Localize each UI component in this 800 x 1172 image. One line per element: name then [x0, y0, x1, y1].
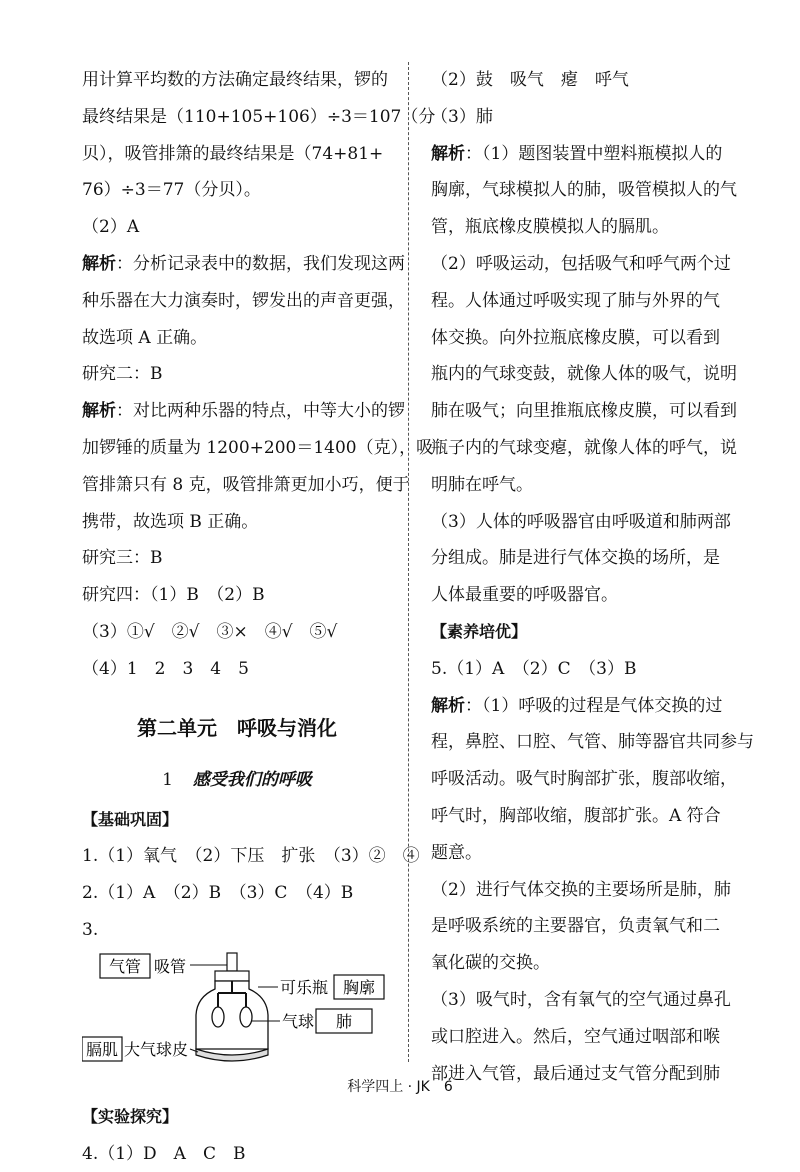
text-span: ：（1）呼吸的过程是气体交换的过: [465, 695, 723, 716]
text-line: 体交换。向外拉瓶底橡皮膜，可以看到: [431, 327, 720, 348]
bottle-label: 可乐瓶: [280, 977, 329, 997]
lesson-number: 1: [162, 769, 173, 790]
page-footer: 科学四上 · JK 6: [347, 1079, 453, 1095]
text-span: ：分析记录表中的数据，我们发现这两: [116, 253, 405, 274]
analysis-line: [431, 688, 723, 725]
balloon-right: [240, 1007, 252, 1027]
lesson-title: 感受我们的呼吸: [192, 769, 312, 790]
rubber-membrane: [196, 1049, 268, 1061]
section-basic: 【基础巩固】: [82, 809, 179, 829]
text-line: 管排箫只有 8 克，吸管排箫更加小巧，便于: [82, 474, 410, 495]
balloon-left: [212, 1007, 224, 1027]
text-line: 人体最重要的呼吸器官。: [431, 585, 618, 606]
right-column: [431, 62, 754, 1092]
text-line: 携带，故选项 B 正确。: [82, 511, 259, 532]
text-line: 或口腔进入。然后，空气通过咽部和喉: [431, 1026, 720, 1047]
text-line: （3）吸气时，含有氧气的空气通过鼻孔: [431, 989, 731, 1010]
study-2: 研究二：B: [82, 364, 163, 385]
text-line: 故选项 A 正确。: [82, 327, 208, 348]
study-3: 研究三：B: [82, 548, 163, 569]
text-line: 种乐器在大力演奏时，锣发出的声音更强，: [82, 290, 405, 311]
text-line: 贝），吸管排箫的最终结果是（74+81+: [82, 143, 384, 164]
analysis-label: 解析: [82, 253, 116, 274]
text-line: （2）A: [82, 217, 140, 238]
text-line: （3）人体的呼吸器官由呼吸道和肺两部: [431, 511, 731, 532]
text-line: （2）呼吸运动，包括吸气和呼气两个过: [431, 253, 731, 274]
text-line: 分组成。肺是进行气体交换的场所，是: [431, 548, 720, 569]
trachea-label: 气管: [108, 956, 142, 976]
text-line: 呼气时，胸部收缩，腹部扩张。A 符合: [431, 805, 721, 826]
answer-4-3: （3）肺: [431, 106, 493, 127]
analysis-label: 解析: [431, 695, 465, 716]
lesson-heading: [82, 758, 392, 802]
text-line: （2）进行气体交换的主要场所是肺，肺: [431, 879, 731, 900]
text-line: 题意。: [431, 842, 482, 863]
analysis-label: 解析: [431, 143, 465, 164]
text-line: 肺在吸气；向里推瓶底橡皮膜，可以看到: [431, 401, 737, 422]
text-line: 最终结果是（110+105+106）÷3＝107（分: [82, 106, 436, 127]
chest-label: 胸廓: [342, 977, 376, 997]
text-line: 呼吸活动。吸气时胸部扩张，腹部收缩，: [431, 769, 737, 790]
text-line: 部进入气管，最后通过支气管分配到肺: [431, 1063, 720, 1084]
question-4: 4.（1）D A C B: [82, 1143, 246, 1164]
question-3: 3.: [82, 919, 99, 940]
question-1: 1.（1）氧气 （2）下压 扩张 （3）② ④: [82, 846, 420, 867]
bottle-cap: [215, 971, 249, 981]
section-experiment: 【实验探究】: [82, 1106, 179, 1126]
text-line: 瓶内的气球变鼓，就像人体的吸气，说明: [431, 364, 737, 385]
text-line: 是呼吸系统的主要器官，负责氧气和二: [431, 916, 720, 937]
study-4-part-4: （4）1 2 3 4 5: [82, 658, 249, 679]
text-line: 胸廓，气球模拟人的肺，吸管模拟人的气: [431, 180, 737, 201]
balloon-label: 气球: [282, 1011, 315, 1031]
study-4-part-3: （3）①√ ②√ ③× ④√ ⑤√: [82, 621, 338, 642]
text-line: 程。人体通过呼吸实现了肺与外界的气: [431, 290, 720, 311]
question-2: 2.（1）A （2）B （3）C （4）B: [82, 883, 354, 904]
text-line: 程，鼻腔、口腔、气管、肺等器官共同参与: [431, 732, 754, 753]
rubber-label: 大气球皮: [124, 1039, 189, 1059]
text-line: 氧化碳的交换。: [431, 953, 550, 974]
text-line: 明肺在呼气。: [431, 474, 533, 495]
question-5: 5.（1）A （2）C （3）B: [431, 658, 637, 679]
text-line: 瓶子内的气球变瘪，就像人体的呼气，说: [431, 437, 737, 458]
lung-label: 肺: [335, 1011, 353, 1031]
analysis-line: [82, 246, 405, 283]
text-span: ：对比两种乐器的特点，中等大小的锣: [116, 401, 405, 422]
straw: [227, 953, 237, 971]
text-span: ：（1）题图装置中塑料瓶模拟人的: [465, 143, 723, 164]
text-line: 76）÷3＝77（分贝）。: [82, 180, 261, 201]
analysis-label: 解析: [82, 401, 116, 422]
text-line: 用计算平均数的方法确定最终结果，锣的: [82, 70, 388, 90]
column-divider: [408, 62, 409, 1062]
diaphragm-label: 膈肌: [85, 1039, 119, 1059]
section-improve: 【素养培优】: [431, 621, 528, 641]
text-line: 加锣锤的质量为 1200+200＝1400（克），吸: [82, 437, 434, 458]
straw-label: 吸管: [154, 956, 187, 976]
unit-title: 第二单元 呼吸与消化: [137, 715, 337, 740]
text-line: 管，瓶底橡皮膜模拟人的膈肌。: [431, 217, 669, 238]
analysis-line: [82, 393, 405, 430]
answer-4-2: （2）鼓 吸气 瘪 呼气: [431, 70, 629, 90]
analysis-line: [431, 136, 723, 173]
study-4: 研究四：（1）B （2）B: [82, 585, 265, 606]
